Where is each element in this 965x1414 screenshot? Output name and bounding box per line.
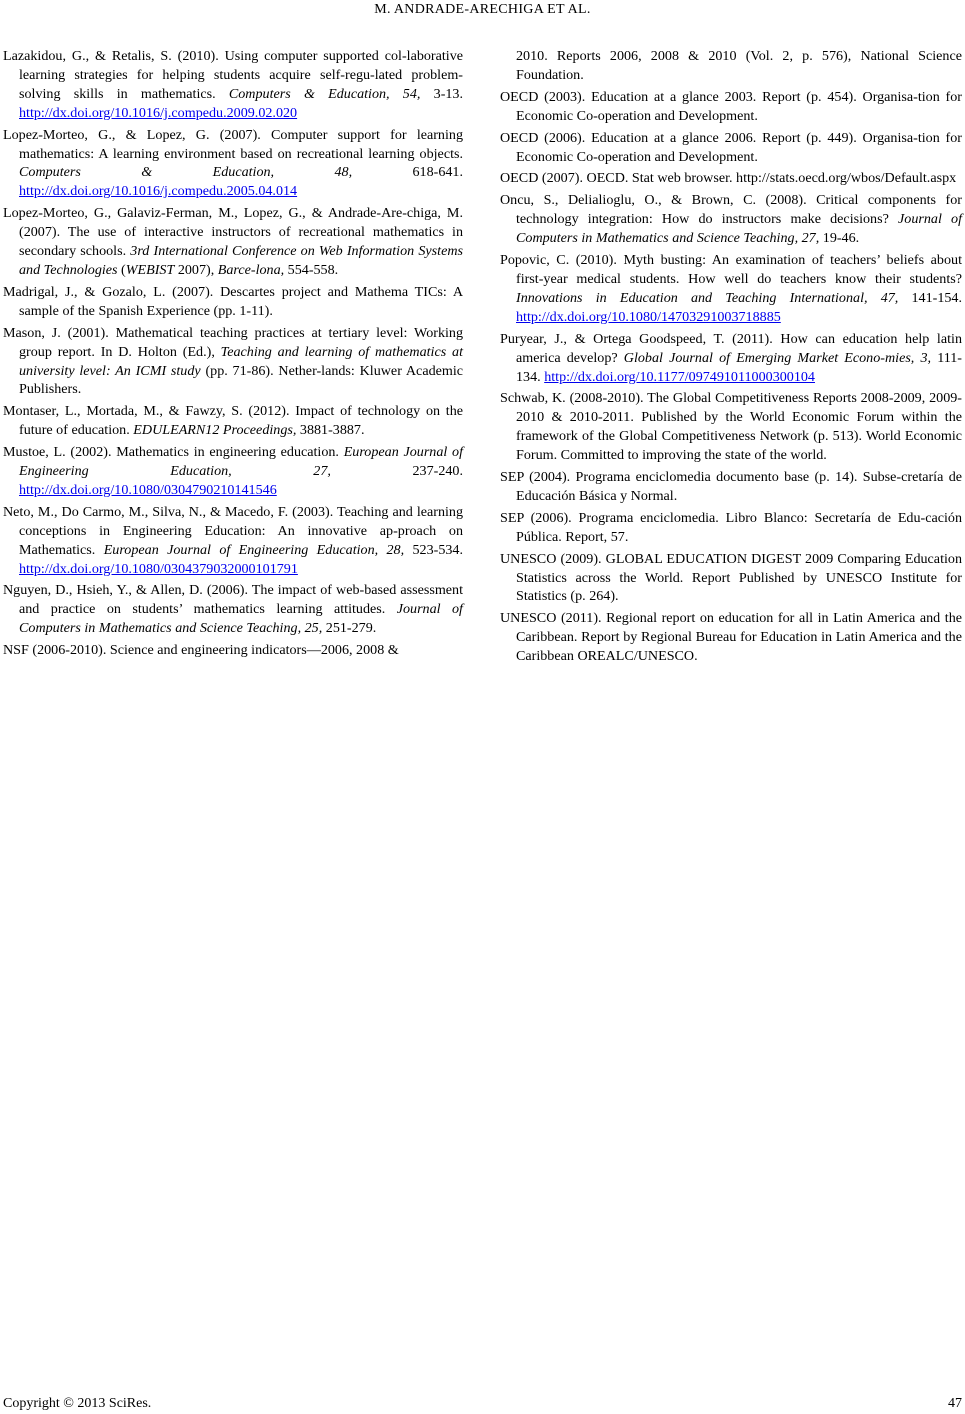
reference-text: SEP (2006). Programa enciclomedia. Libro Blanco: Secretaría de Edu-cación Pública. Report, 57. xyxy=(500,509,962,545)
reference-italic: Global Journal of Emerging Market Econo-mies, 3, xyxy=(623,349,932,366)
reference-entry xyxy=(3,204,463,280)
reference-text: 523-534. xyxy=(404,541,463,558)
reference-italic: Journal of Computers in Mathematics and Science Teaching, 25, xyxy=(19,601,463,637)
reference-italic: Computers & Education, 54, xyxy=(228,85,421,102)
reference-entry xyxy=(3,503,463,579)
reference-entry xyxy=(500,251,962,327)
reference-entry xyxy=(3,402,463,440)
reference-text: (pp. 71-86). Nether-lands: Kluwer Academic Publishers. xyxy=(19,362,464,398)
copyright-notice: Copyright © 2013 SciRes. xyxy=(3,1396,152,1411)
reference-italic: Computers & Education, 48, xyxy=(19,164,353,181)
reference-entry xyxy=(3,283,463,321)
reference-text: OECD (2003). Education at a glance 2003. Report (p. 454). Organisa-tion for Economic Co-operation and Development. xyxy=(500,88,962,124)
reference-entry xyxy=(3,47,463,123)
reference-text: Montaser, L., Mortada, M., & Fawzy, S. (2012). Impact of technology on the future of education. xyxy=(3,403,463,439)
reference-text: Popovic, C. (2010). Myth busting: An examination of teachers’ beliefs about first-year medical students. How well do teachers know their students? xyxy=(500,252,962,287)
reference-text: 618-641. xyxy=(352,164,463,181)
reference-text: 251-279. xyxy=(322,620,377,637)
reference-entry xyxy=(500,389,962,465)
reference-text: Mason, J. (2001). Mathematical teaching practices at tertiary level: Working group report. In D. Holton (Ed.), xyxy=(3,324,463,360)
reference-text: 237-240. xyxy=(330,463,463,480)
reference-entry xyxy=(500,191,962,248)
reference-text: 141-154. xyxy=(898,289,962,306)
reference-italic: Barce-lona, xyxy=(217,261,285,278)
reference-italic: 3rd International Conference on Web Information Systems and Technologies xyxy=(19,243,463,278)
reference-italic: European Journal of Engineering Education, 28, xyxy=(103,541,405,558)
reference-text: 111-134. xyxy=(516,349,963,385)
reference-entry xyxy=(3,641,463,660)
page-footer xyxy=(3,1396,962,1412)
doi-link[interactable]: http://dx.doi.org/10.1016/j.compedu.2009.02.020 xyxy=(19,104,298,121)
reference-italic: European Journal of Engineering Education, 27, xyxy=(19,444,463,480)
references-right-column xyxy=(500,47,962,669)
reference-entry xyxy=(3,126,463,202)
reference-text: 2007), xyxy=(174,261,218,278)
reference-text: Puryear, J., & Ortega Goodspeed, T. (2011). How can education help latin america develop? xyxy=(500,330,962,366)
reference-text: Lazakidou, G., & Retalis, S. (2010). Using computer supported col-laborative learning strategies for helping students acquire self-regu-lated problem-solving skills in mathematics. xyxy=(3,48,463,102)
reference-italic: EDULEARN12 Proceedings, xyxy=(133,422,297,439)
reference-text: ( xyxy=(117,261,126,278)
reference-text: Mustoe, L. (2002). Mathematics in engineering education. xyxy=(3,444,344,461)
reference-text: Neto, M., Do Carmo, M., Silva, N., & Macedo, F. (2003). Teaching and learning conceptions in Engineering Education: An innovative ap-proach on Mathematics. xyxy=(3,503,463,558)
reference-entry xyxy=(3,443,463,500)
reference-text: UNESCO (2009). GLOBAL EDUCATION DIGEST 2009 Comparing Education Statistics across the World. Report Published by UNESCO Institute for Statistics (p. 264). xyxy=(500,550,962,605)
reference-entry xyxy=(500,129,962,167)
reference-entry xyxy=(3,581,463,638)
reference-text: Schwab, K. (2008-2010). The Global Competitiveness Reports 2008-2009, 2009-2010 & 2010-2011. Published by the World Economic Forum within the framework of the Global Competitiveness Network (p. 513). World Economic Forum. Committed to improving the state of the world. xyxy=(500,390,962,464)
reference-entry xyxy=(500,550,962,607)
reference-text: 3881-3887. xyxy=(296,422,365,439)
running-head: M. ANDRADE-ARECHIGA ET AL. xyxy=(374,2,591,17)
reference-italic: Innovations in Education and Teaching International, 47, xyxy=(516,289,899,306)
reference-text: Madrigal, J., & Gozalo, L. (2007). Descartes project and Mathema TICs: A sample of the Spanish Experience (pp. 1-11). xyxy=(3,283,463,319)
reference-text: 19-46. xyxy=(819,230,860,247)
reference-text: 2010. Reports 2006, 2008 & 2010 (Vol. 2, p. 576), National Science Foundation. xyxy=(516,48,962,83)
reference-text: UNESCO (2011). Regional report on education for all in Latin America and the Caribbean. Report by Regional Bureau for Education in Latin America and the Caribbean OREALC/UNESCO. xyxy=(500,610,962,665)
references-left-column xyxy=(3,47,463,663)
reference-text: Oncu, S., Delialioglu, O., & Brown, C. (2008). Critical components for technology integration: How do instructors make decisions? xyxy=(500,192,962,228)
doi-link[interactable]: http://dx.doi.org/10.1016/j.compedu.2005.04.014 xyxy=(19,183,298,200)
reference-italic: Journal of Computers in Mathematics and Science Teaching, 27, xyxy=(516,211,962,247)
reference-text: 554-558. xyxy=(284,261,339,278)
reference-entry xyxy=(500,47,962,85)
doi-link[interactable]: http://dx.doi.org/10.1080/0304790210141546 xyxy=(19,481,277,498)
reference-text: 3-13. xyxy=(420,85,463,102)
reference-entry xyxy=(500,609,962,666)
reference-entry xyxy=(3,324,463,400)
reference-entry xyxy=(500,330,962,387)
reference-entry xyxy=(500,509,962,547)
reference-italic: WEBIST xyxy=(125,261,175,278)
doi-link[interactable]: http://dx.doi.org/10.1080/14703291003718885 xyxy=(516,308,781,325)
reference-text: Lopez-Morteo, G., & Lopez, G. (2007). Computer support for learning mathematics: A learning environment based on recreational learning objects. xyxy=(3,126,463,162)
reference-italic: Teaching and learning of mathematics at university level: An ICMI study xyxy=(19,343,463,379)
doi-link[interactable]: http://dx.doi.org/10.1080/0304379032000101791 xyxy=(19,560,298,577)
reference-text: NSF (2006-2010). Science and engineering indicators—2006, 2008 & xyxy=(3,642,399,659)
page-number: 47 xyxy=(948,1396,962,1411)
reference-text: OECD (2007). OECD. Stat web browser. http://stats.oecd.org/wbos/Default.aspx xyxy=(500,170,957,187)
reference-text: OECD (2006). Education at a glance 2006. Report (p. 449). Organisa-tion for Economic Co-operation and Development. xyxy=(500,129,962,165)
reference-entry xyxy=(500,169,962,188)
reference-entry xyxy=(500,88,962,126)
doi-link[interactable]: http://dx.doi.org/10.1177/097491011000300104 xyxy=(544,368,815,385)
reference-text: Nguyen, D., Hsieh, Y., & Allen, D. (2006). The impact of web-based assessment and practice on students’ mathematics learning attitudes. xyxy=(3,582,463,618)
reference-entry xyxy=(500,468,962,506)
reference-text: SEP (2004). Programa enciclomedia documento base (p. 14). Subse-cretaría de Educación Básica y Normal. xyxy=(500,469,962,504)
reference-text: Lopez-Morteo, G., Galaviz-Ferman, M., Lopez, G., & Andrade-Are-chiga, M. (2007). The use of interactive instructors of recreational mathematics in secondary schools. xyxy=(3,205,463,260)
